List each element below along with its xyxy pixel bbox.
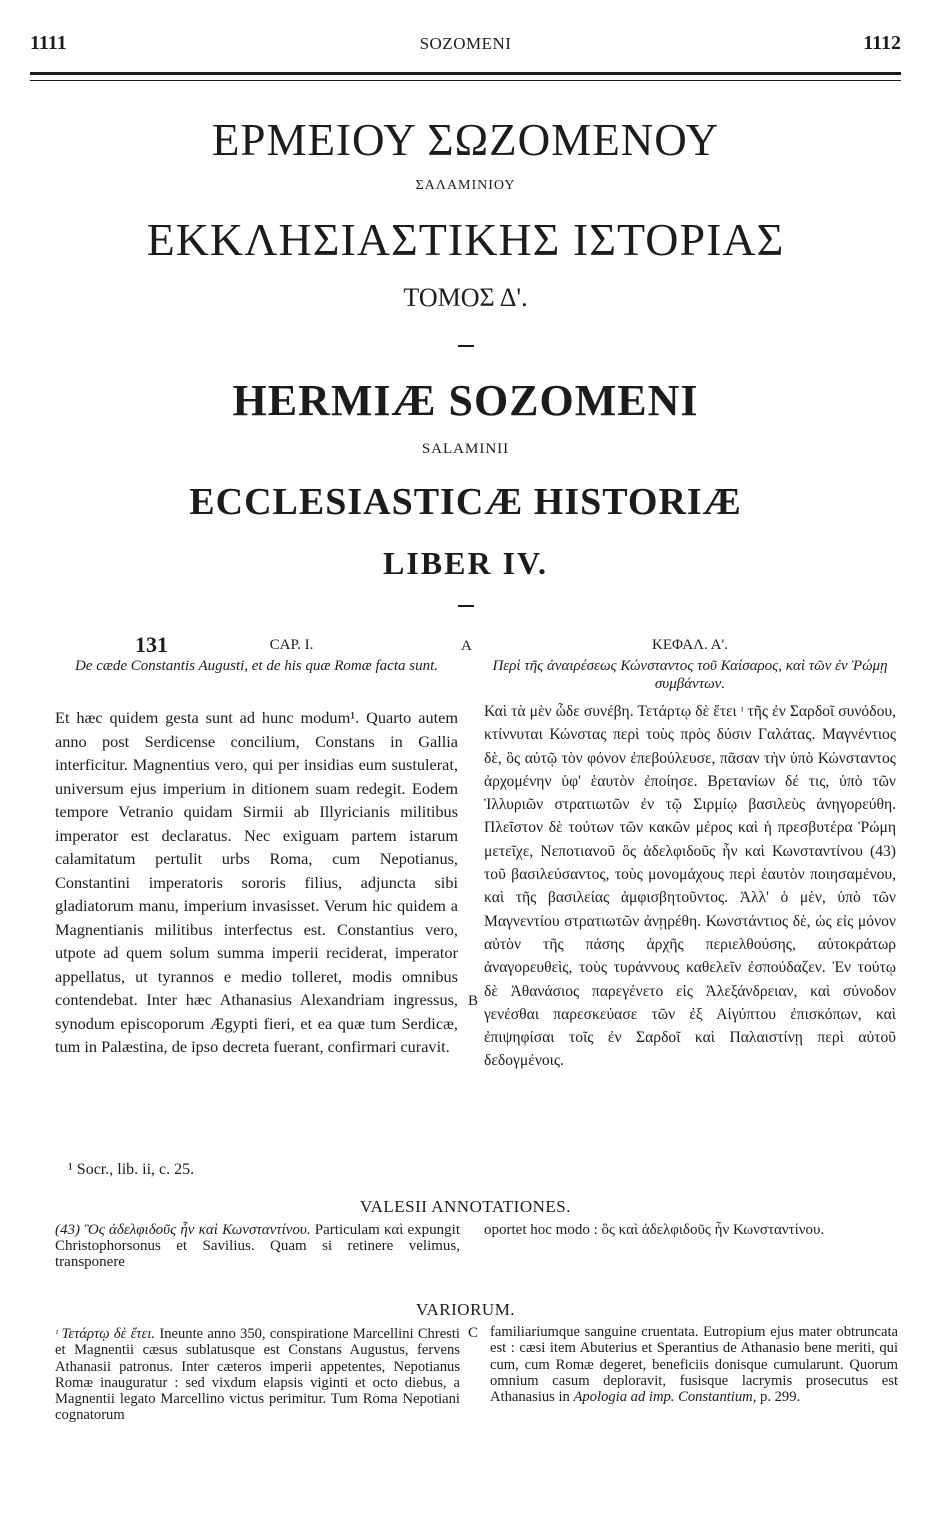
greek-author-title: ΕΡΜΕΙΟΥ ΣΩΖΟΜΕΝΟΥ (211, 114, 720, 165)
page-number: 131 (135, 632, 168, 657)
latin-chapter-heading (55, 637, 458, 654)
variorum-note-text: Ineunte anno 350, conspiratione Marcellini Chresti et Magnentii cæsus sublatusque est Constans Augustus, fervens Athanasii patronus. Inter cæteros imperii appetentes, Nepotianus Romæ inauguratur : sed vixdum elapsis viginti et octo diebus, a Magnentii legato Marcellino victus perimitur. Tum Roma Nepotiani cognatorum (55, 1326, 460, 1424)
header-rule-thick (30, 72, 901, 75)
section-marker: C (468, 1325, 479, 1341)
variorum-page-ref: p. 299. (760, 1389, 801, 1406)
valesii-note-right: oportet hoc modo : ὃς καὶ ἀδελφιδοῦς ἦν Κωνσταντίνου. (484, 1222, 825, 1238)
variorum-note-right (490, 1324, 898, 1405)
latin-origin: SALAMINII (421, 441, 510, 457)
greek-origin: ΣΑΛΑΜΙΝΙΟΥ (415, 178, 516, 193)
latin-column-text: Et hæc quidem gesta sunt ad hunc modum¹. Quarto autem anno post Serdicense concilium, Constans in Gallia interficitur. Magnentius vero, qui per insidias eum sustulerat, universum ejus imperium in ditionem suam redegit. Eodem tempore Vetranio quidam Sirmii ab Illyricianis militibus imperator est declaratus. Nec exiguam partem istarum calamitatum pertulit urbs Roma, cum Nepotianus, Constantini imperatoris sororis filius, adjuncta sibi gladiatorum manu, imperium invasisset. Verum hic quidem a Magnentianis militibus interfectus est. Constantius vero, utpote ad quem solum summa imperii reciderat, imperator appellatus, ut tyrannos e medio tolleret, modis omnibus contendebat. Inter hæc Athanasius Alexandriam ingressus, synodum episcoporum Ægypti fieri, et ea quæ tum Serdicæ, tum in Palæstina, de ipso decreta fuerant, confirmari curavit. (55, 708, 458, 1056)
variorum-note-left (55, 1326, 460, 1424)
left-column-number: 1111 (30, 32, 67, 54)
latin-chapter-summary: De cæde Constantis Augusti, et de his quæ Romæ facta sunt. (74, 658, 439, 674)
greek-chapter-summary: Περὶ τῆς ἀναιρέσεως Κώνσταντος τοῦ Καίσαρος, καὶ τῶν ἐν Ῥώμῃ συμβάντων. (492, 658, 888, 692)
valesii-lemma: (43) Ὃς ἀδελφιδοῦς ἦν καὶ Κωνσταντίνου. (55, 1222, 311, 1238)
running-title: SOZOMENI (419, 34, 512, 53)
variorum-heading: VARIORUM. (415, 1300, 516, 1319)
variorum-lemma: ᶦ Τετάρτῳ δὲ ἔτει. (55, 1326, 156, 1342)
latin-chapter-label: CAP. I. (269, 637, 314, 653)
latin-work-title: ECCLESIASTICÆ HISTORIÆ (189, 481, 742, 523)
variorum-reference: Apologia ad imp. Constantium, (573, 1389, 757, 1406)
right-column-number: 1112 (863, 32, 901, 54)
footnote: ¹ Socr., lib. ii, c. 25. (68, 1161, 195, 1178)
latin-author-title: HERMIÆ SOZOMENI (232, 376, 699, 425)
running-head (30, 32, 901, 62)
title-divider (458, 345, 474, 347)
header-rule-thin (30, 80, 901, 81)
valesii-heading: VALESII ANNOTATIONES. (360, 1197, 571, 1216)
greek-chapter-heading: ΚΕΦΑΛ. Α'. (652, 637, 728, 653)
title-divider (458, 605, 474, 607)
greek-tome: ΤΟΜΟΣ Δ'. (403, 283, 528, 312)
section-marker: A (461, 638, 472, 654)
section-marker: B (468, 993, 479, 1009)
greek-work-title: ΕΚΚΛΗΣΙΑΣΤΙΚΗΣ ΙΣΤΟΡΙΑΣ (146, 214, 785, 265)
valesii-note-text: Particulam καὶ expungit Christophorsonus et Savilius. Quam si retinere velimus, transponere (55, 1222, 461, 1270)
latin-book: LIBER IV. (382, 545, 549, 581)
valesii-note-left (55, 1222, 460, 1270)
greek-column-text: Καὶ τὰ μὲν ὧδε συνέβη. Τετάρτῳ δὲ ἔτει ᶦ τῆς ἐν Σαρδοῖ συνόδου, κτίννυται Κώνστας περὶ τοὺς πρὸς δύσιν Γαλάτας. Μαγνέντιος δὲ, ὃς αὐτῷ τὸν φόνον ἐπεβούλευσε, πᾶσαν τὴν ὑπὸ Κώνσταντος ἀρχομένην ὑφ' ἑαυτὸν ἐποίησε. Βρετανίων δέ τις, ὑπὸ τῶν Ἰλλυριῶν στρατιωτῶν ἐν τῷ Σιρμίῳ βασιλεὺς ἀνηγορεύθη. Πλεῖστον δὲ τούτων τῶν κακῶν μέρος καὶ ἡ πρεσβυτέρα Ῥώμη μετεῖχε, Νεποτιανοῦ ὃς ἀδελφιδοῦς ἦν καὶ Κωνσταντίνου (43) τοῦ βασιλεύσαντος, τοὺς μονομάχους περὶ ἑαυτὸν ποιησαμένου, καὶ τῆς βασιλείας ἀμφισβητοῦντος. Ἀλλ' ὁ μὲν, ὑπὸ τῶν Μαγνεντίου στρατιωτῶν ἀνῃρέθη. Κωνστάντιος δὲ, ὡς εἰς μόνον αὐτὸν τῆς πάσης ἀρχῆς περιελθούσης, αὐτοκράτωρ ἀναγορευθεὶς, τοὺς τυράννους καθελεῖν ἐσπούδαζεν. Ἐν τούτῳ δὲ Ἀθανάσιος παρεγένετο εἰς Ἀλεξάνδρειαν, καὶ σύνοδον γενέσθαι παρεσκεύασε τῶν ἐξ Αἰγύπτου ἐπισκόπων, καὶ ἐπιψηφίσαι τοῖς ἐν Σαρδοῖ καὶ Παλαιστίνῃ περὶ αὐτοῦ δεδογμένοις. (484, 703, 896, 1070)
variorum-note-text: familiariumque sanguine cruentata. Eutropium ejus mater obtruncata est : cæsi item Abuterius et Sperantius de Athanasio bene meriti, qui cum, cum Romæ degeret, beneficiis donisque cumularunt. Quorum omnium casum deploravit, fusisque lacrymis prosecutus est Athanasius in (490, 1324, 898, 1406)
